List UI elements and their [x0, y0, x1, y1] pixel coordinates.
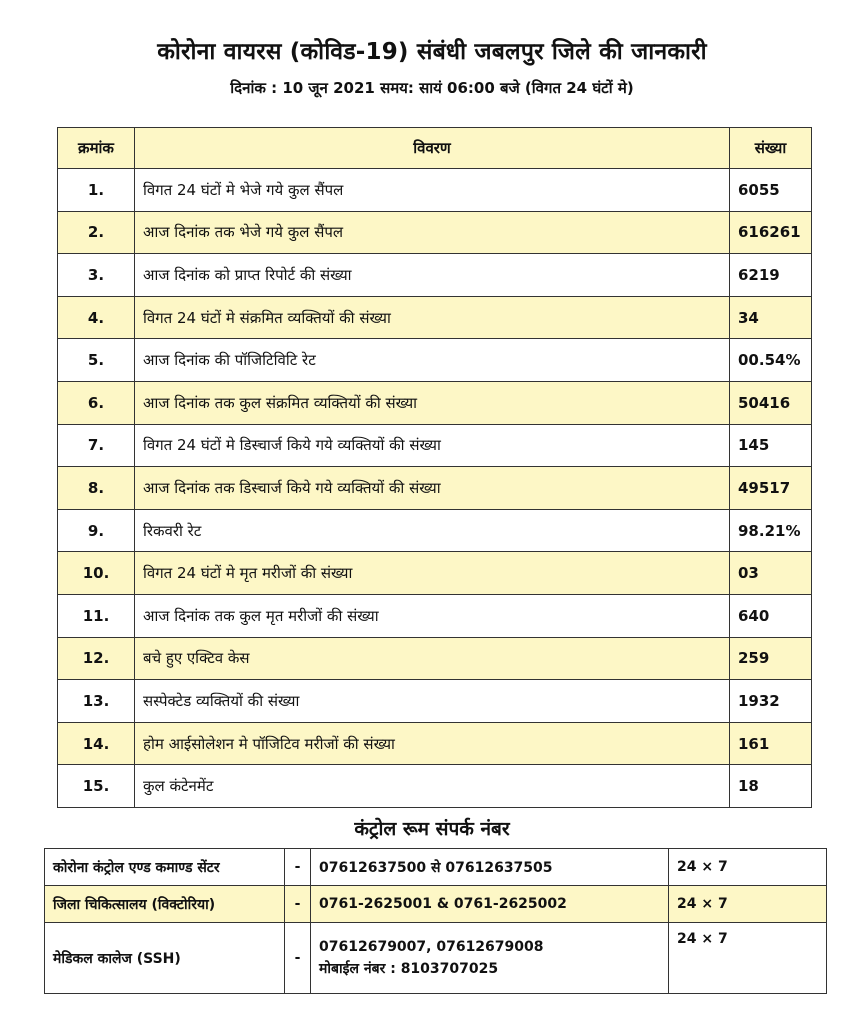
description-cell: आज दिनांक तक डिस्चार्ज किये गये व्यक्तियों की संख्या — [135, 467, 730, 510]
contact-mobile[interactable]: मोबाईल नंबर : 8103707025 — [319, 960, 499, 977]
table-row — [58, 424, 812, 467]
covid-data-table — [57, 127, 812, 808]
value-cell: 161 — [730, 722, 812, 765]
value-cell: 50416 — [730, 381, 812, 424]
table-row — [45, 886, 827, 923]
description-cell: आज दिनांक को प्राप्त रिपोर्ट की संख्या — [135, 254, 730, 297]
serial-cell: 9. — [58, 509, 135, 552]
table-row — [58, 296, 812, 339]
contact-numbers-cell — [311, 923, 669, 994]
control-room-table — [44, 848, 827, 994]
description-cell: आज दिनांक की पॉजिटिविटि रेट — [135, 339, 730, 382]
table-row — [45, 923, 827, 994]
serial-cell: 7. — [58, 424, 135, 467]
serial-cell: 14. — [58, 722, 135, 765]
table-row — [58, 637, 812, 680]
serial-cell: 2. — [58, 211, 135, 254]
serial-cell: 12. — [58, 637, 135, 680]
header-count: संख्या — [730, 128, 812, 169]
contact-hours: 24 × 7 — [669, 923, 827, 994]
serial-cell: 1. — [58, 169, 135, 212]
table-row — [45, 849, 827, 886]
table-body — [58, 169, 812, 808]
table-row — [58, 254, 812, 297]
serial-cell: 10. — [58, 552, 135, 595]
contact-numbers[interactable]: 07612679007, 07612679008 — [319, 938, 544, 955]
description-cell: विगत 24 घंटों मे डिस्चार्ज किये गये व्यक्तियों की संख्या — [135, 424, 730, 467]
serial-cell: 8. — [58, 467, 135, 510]
serial-cell: 11. — [58, 594, 135, 637]
table-row — [58, 680, 812, 723]
contact-name: कोरोना कंट्रोल एण्ड कमाण्ड सेंटर — [45, 849, 285, 886]
value-cell: 03 — [730, 552, 812, 595]
table-row — [58, 169, 812, 212]
description-cell: रिकवरी रेट — [135, 509, 730, 552]
contact-dash: - — [285, 849, 311, 886]
description-cell: कुल कंटेनमेंट — [135, 765, 730, 808]
table-row — [58, 467, 812, 510]
header-description: विवरण — [135, 128, 730, 169]
description-cell: होम आईसोलेशन मे पॉजिटिव मरीजों की संख्या — [135, 722, 730, 765]
table-row — [58, 381, 812, 424]
description-cell: आज दिनांक तक भेजे गये कुल सैंपल — [135, 211, 730, 254]
serial-cell: 15. — [58, 765, 135, 808]
table-row — [58, 765, 812, 808]
table-row — [58, 339, 812, 382]
page-subtitle: दिनांक : 10 जून 2021 समय: सायं 06:00 बजे (विगत 24 घंटों मे) — [230, 79, 634, 97]
value-cell: 98.21% — [730, 509, 812, 552]
value-cell: 49517 — [730, 467, 812, 510]
page-title: कोरोना वायरस (कोविड-19) संबंधी जबलपुर जिले की जानकारी — [157, 39, 707, 65]
table-header-row — [58, 128, 812, 169]
header-serial: क्रमांक — [58, 128, 135, 169]
contact-numbers[interactable]: 07612637500 से 07612637505 — [311, 849, 669, 886]
description-cell: बचे हुए एक्टिव केस — [135, 637, 730, 680]
serial-cell: 5. — [58, 339, 135, 382]
contact-name: जिला चिकित्सालय (विक्टोरिया) — [45, 886, 285, 923]
contact-dash: - — [285, 886, 311, 923]
contact-hours: 24 × 7 — [669, 886, 827, 923]
contact-numbers[interactable]: 0761-2625001 & 0761-2625002 — [311, 886, 669, 923]
table-row — [58, 552, 812, 595]
description-cell: विगत 24 घंटों मे संक्रमित व्यक्तियों की संख्या — [135, 296, 730, 339]
serial-cell: 4. — [58, 296, 135, 339]
table-row — [58, 211, 812, 254]
value-cell: 6055 — [730, 169, 812, 212]
value-cell: 18 — [730, 765, 812, 808]
table-row — [58, 594, 812, 637]
value-cell: 640 — [730, 594, 812, 637]
value-cell: 34 — [730, 296, 812, 339]
description-cell: विगत 24 घंटों मे मृत मरीजों की संख्या — [135, 552, 730, 595]
value-cell: 6219 — [730, 254, 812, 297]
description-cell: सस्पेक्टेड व्यक्तियों की संख्या — [135, 680, 730, 723]
description-cell: आज दिनांक तक कुल मृत मरीजों की संख्या — [135, 594, 730, 637]
value-cell: 145 — [730, 424, 812, 467]
serial-cell: 3. — [58, 254, 135, 297]
value-cell: 616261 — [730, 211, 812, 254]
serial-cell: 6. — [58, 381, 135, 424]
value-cell: 1932 — [730, 680, 812, 723]
control-room-heading: कंट्रोल रूम संपर्क नंबर — [354, 818, 510, 840]
value-cell: 00.54% — [730, 339, 812, 382]
contact-hours: 24 × 7 — [669, 849, 827, 886]
description-cell: आज दिनांक तक कुल संक्रमित व्यक्तियों की संख्या — [135, 381, 730, 424]
table-row — [58, 509, 812, 552]
contact-dash: - — [285, 923, 311, 994]
description-cell: विगत 24 घंटों मे भेजे गये कुल सैंपल — [135, 169, 730, 212]
value-cell: 259 — [730, 637, 812, 680]
contact-name: मेडिकल कालेज (SSH) — [45, 923, 285, 994]
table-row — [58, 722, 812, 765]
serial-cell: 13. — [58, 680, 135, 723]
